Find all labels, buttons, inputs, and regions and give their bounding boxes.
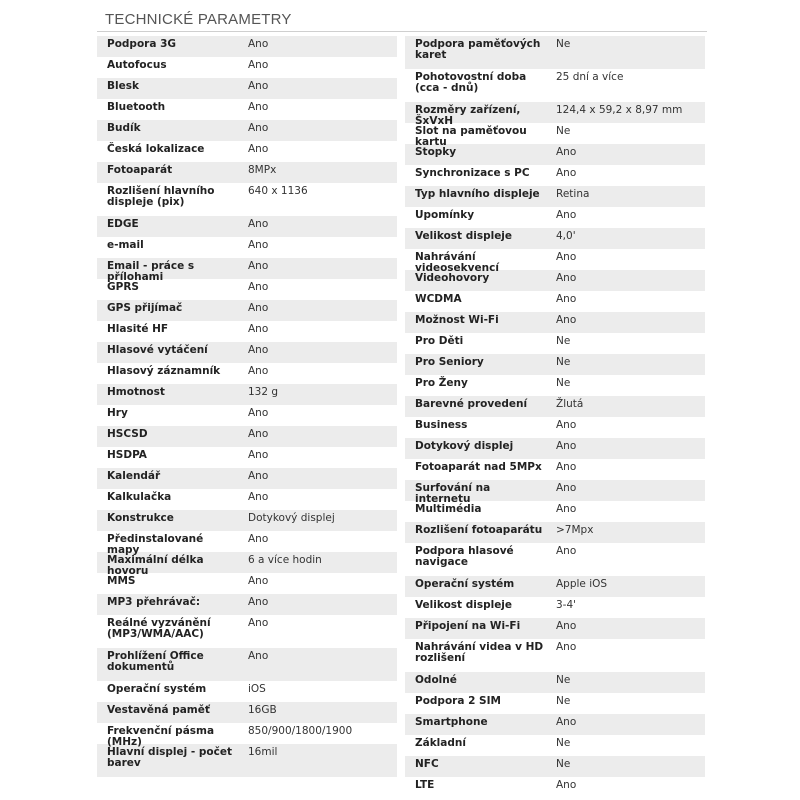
spec-label: Hlavní displej - počet barev <box>107 746 233 769</box>
spec-value: Ano <box>556 272 577 284</box>
spec-label: NFC <box>415 758 439 770</box>
spec-row <box>405 597 705 618</box>
spec-row <box>97 531 397 556</box>
spec-value: Ano <box>248 143 269 155</box>
spec-row <box>97 744 397 777</box>
spec-row <box>97 363 397 384</box>
spec-row <box>97 57 397 78</box>
spec-label: Kalendář <box>107 470 161 482</box>
spec-value: Ano <box>248 344 269 356</box>
spec-label: Business <box>415 419 468 431</box>
spec-label: Multimédia <box>415 503 482 515</box>
spec-row <box>97 342 397 363</box>
spec-row <box>97 300 397 321</box>
spec-row <box>405 618 705 639</box>
spec-table-left <box>97 36 397 777</box>
spec-value: Ano <box>556 293 577 305</box>
spec-value: >7Mpx <box>556 524 594 536</box>
spec-value: Ano <box>248 365 269 377</box>
spec-label: MMS <box>107 575 136 587</box>
spec-row <box>97 237 397 258</box>
spec-row <box>97 648 397 681</box>
spec-value: 16GB <box>248 704 277 716</box>
spec-value: 8MPx <box>248 164 277 176</box>
spec-label: Odolné <box>415 674 457 686</box>
spec-row <box>97 162 397 183</box>
title-divider <box>97 31 707 32</box>
spec-row <box>405 417 705 438</box>
spec-row <box>97 120 397 141</box>
spec-value: Ne <box>556 377 571 389</box>
spec-row <box>405 639 705 672</box>
spec-row <box>97 78 397 99</box>
spec-row <box>405 375 705 396</box>
spec-value: 6 a více hodin <box>248 554 322 566</box>
spec-label: Pro Děti <box>415 335 464 347</box>
spec-value: 16mil <box>248 746 278 758</box>
spec-label: Pro Seniory <box>415 356 484 368</box>
spec-row <box>405 522 705 543</box>
spec-label: Fotoaparát <box>107 164 173 176</box>
spec-row <box>405 576 705 597</box>
spec-label: MP3 přehrávač: <box>107 596 201 608</box>
spec-value: Ano <box>248 428 269 440</box>
spec-value: Ano <box>556 482 577 494</box>
spec-row <box>405 459 705 480</box>
spec-value: Ano <box>248 650 269 662</box>
spec-row <box>97 573 397 594</box>
spec-value: 4,0' <box>556 230 576 242</box>
spec-label: Operační systém <box>415 578 515 590</box>
spec-label: Hlasité HF <box>107 323 169 335</box>
spec-row <box>405 312 705 333</box>
spec-value: Ano <box>248 449 269 461</box>
spec-row <box>405 249 705 274</box>
spec-row <box>405 438 705 459</box>
spec-label: Vestavěná paměť <box>107 704 210 716</box>
spec-label: Upomínky <box>415 209 475 221</box>
spec-label: HSDPA <box>107 449 147 461</box>
spec-label: Nahrávání videa v HD rozlišení <box>415 641 544 664</box>
spec-row <box>405 123 705 148</box>
spec-value: 850/900/1800/1900 <box>248 725 353 737</box>
spec-label: Velikost displeje <box>415 599 513 611</box>
spec-row <box>405 102 705 127</box>
spec-value: Ne <box>556 758 571 770</box>
spec-table-right <box>405 36 705 798</box>
spec-value: Ano <box>556 251 577 263</box>
spec-value: Ano <box>248 470 269 482</box>
spec-label: Typ hlavního displeje <box>415 188 540 200</box>
spec-label: EDGE <box>107 218 139 230</box>
spec-label: Synchronizace s PC <box>415 167 530 179</box>
spec-value: Ano <box>556 620 577 632</box>
spec-label: Budík <box>107 122 141 134</box>
spec-row <box>405 501 705 522</box>
spec-label: Stopky <box>415 146 457 158</box>
spec-value: Ano <box>248 491 269 503</box>
spec-value: Ano <box>556 440 577 452</box>
spec-label: Pro Ženy <box>415 377 468 389</box>
spec-value: Ano <box>248 575 269 587</box>
spec-label: Konstrukce <box>107 512 174 524</box>
spec-row <box>405 144 705 165</box>
spec-label: Možnost Wi-Fi <box>415 314 499 326</box>
spec-value: Ano <box>556 545 577 557</box>
spec-row <box>97 321 397 342</box>
spec-label: Smartphone <box>415 716 488 728</box>
spec-row <box>97 36 397 57</box>
spec-value: Ano <box>248 407 269 419</box>
spec-label: HSCSD <box>107 428 148 440</box>
spec-row <box>97 141 397 162</box>
spec-value: Ano <box>556 461 577 473</box>
spec-label: e-mail <box>107 239 144 251</box>
spec-value: Ano <box>556 146 577 158</box>
spec-row <box>97 723 397 748</box>
spec-label: Frekvenční pásma (MHz) <box>107 725 215 748</box>
spec-row <box>97 279 397 300</box>
spec-label: Předinstalované mapy <box>107 533 204 556</box>
spec-row <box>97 258 397 283</box>
spec-value: Ano <box>248 533 269 545</box>
spec-row <box>97 681 397 702</box>
spec-value: 25 dní a více <box>556 71 624 83</box>
spec-label: Pohotovostní doba (cca - dnů) <box>415 71 527 94</box>
spec-label: GPRS <box>107 281 139 293</box>
spec-value: Ano <box>248 260 269 272</box>
spec-label: Barevné provedení <box>415 398 528 410</box>
spec-value: Ano <box>248 302 269 314</box>
spec-value: Ano <box>556 419 577 431</box>
spec-value: Ano <box>248 80 269 92</box>
spec-label: Prohlížení Office dokumentů <box>107 650 204 673</box>
spec-value: Dotykový displej <box>248 512 335 524</box>
spec-label: Česká lokalizace <box>107 143 205 155</box>
spec-label: Surfování na internetu <box>415 482 491 505</box>
spec-value: Ano <box>556 641 577 653</box>
spec-row <box>405 291 705 312</box>
spec-label: Hlasové vytáčení <box>107 344 208 356</box>
spec-label: Podpora 2 SIM <box>415 695 501 707</box>
spec-label: Podpora 3G <box>107 38 176 50</box>
spec-row <box>405 228 705 249</box>
spec-row <box>97 216 397 237</box>
spec-row <box>405 165 705 186</box>
spec-label: Operační systém <box>107 683 207 695</box>
spec-value: 3-4' <box>556 599 577 611</box>
spec-label: Kalkulačka <box>107 491 172 503</box>
spec-value: Ano <box>248 38 269 50</box>
spec-value: Ne <box>556 356 571 368</box>
spec-value: iOS <box>248 683 266 695</box>
section-title: TECHNICKÉ PARAMETRY <box>105 11 292 28</box>
spec-value: Ne <box>556 335 571 347</box>
spec-label: Blesk <box>107 80 139 92</box>
spec-row <box>97 594 397 615</box>
spec-label: Hry <box>107 407 128 419</box>
spec-label: Podpora paměťových karet <box>415 38 541 61</box>
spec-label: Připojení na Wi-Fi <box>415 620 521 632</box>
spec-label: Podpora hlasové navigace <box>415 545 514 568</box>
spec-label: Email - práce s přílohami <box>107 260 195 283</box>
spec-row <box>97 99 397 120</box>
spec-row <box>97 552 397 577</box>
spec-row <box>97 405 397 426</box>
spec-row <box>405 543 705 576</box>
spec-row <box>405 36 705 69</box>
spec-row <box>405 396 705 417</box>
spec-label: Maximální délka hovoru <box>107 554 204 577</box>
spec-row <box>97 468 397 489</box>
spec-row <box>97 183 397 216</box>
spec-value: Ne <box>556 695 571 707</box>
spec-label: LTE <box>415 779 435 791</box>
spec-value: Ano <box>248 281 269 293</box>
spec-value: Ne <box>556 38 571 50</box>
spec-value: Ne <box>556 674 571 686</box>
spec-value: Ano <box>556 167 577 179</box>
spec-label: Nahrávání videosekvencí <box>415 251 499 274</box>
spec-label: Hmotnost <box>107 386 165 398</box>
spec-row <box>97 426 397 447</box>
spec-value: Ano <box>248 323 269 335</box>
spec-row <box>97 615 397 648</box>
spec-row <box>405 714 705 735</box>
spec-value: Ano <box>248 617 269 629</box>
spec-value: Ne <box>556 737 571 749</box>
spec-row <box>97 702 397 723</box>
spec-label: Bluetooth <box>107 101 166 113</box>
spec-value: Ano <box>556 716 577 728</box>
spec-value: Ano <box>556 503 577 515</box>
spec-value: 124,4 x 59,2 x 8,97 mm <box>556 104 683 116</box>
spec-row <box>405 756 705 777</box>
spec-label: Slot na paměťovou kartu <box>415 125 527 148</box>
spec-label: Velikost displeje <box>415 230 513 242</box>
spec-value: Ano <box>248 101 269 113</box>
spec-row <box>97 447 397 468</box>
spec-label: Rozměry zařízení, ŠxVxH <box>415 104 521 127</box>
spec-row <box>97 489 397 510</box>
spec-row <box>405 186 705 207</box>
spec-value: Retina <box>556 188 590 200</box>
spec-value: Ano <box>248 596 269 608</box>
spec-label: WCDMA <box>415 293 462 305</box>
spec-value: Ano <box>556 779 577 791</box>
spec-label: Reálné vyzvánění (MP3/WMA/AAC) <box>107 617 211 640</box>
spec-row <box>405 777 705 798</box>
spec-label: Základní <box>415 737 466 749</box>
spec-value: Ano <box>556 209 577 221</box>
spec-value: 640 x 1136 <box>248 185 308 197</box>
spec-label: GPS přijímač <box>107 302 183 314</box>
spec-label: Fotoaparát nad 5MPx <box>415 461 542 473</box>
spec-value: 132 g <box>248 386 279 398</box>
spec-row <box>97 384 397 405</box>
spec-row <box>405 354 705 375</box>
spec-label: Autofocus <box>107 59 167 71</box>
spec-row <box>405 693 705 714</box>
spec-row <box>405 672 705 693</box>
spec-label: Videohovory <box>415 272 490 284</box>
spec-label: Rozlišení hlavního displeje (pix) <box>107 185 215 208</box>
spec-value: Ano <box>248 122 269 134</box>
spec-value: Apple iOS <box>556 578 608 590</box>
spec-row <box>97 510 397 531</box>
spec-row <box>405 69 705 102</box>
spec-row <box>405 333 705 354</box>
spec-value: Ano <box>248 218 269 230</box>
spec-row <box>405 480 705 505</box>
spec-label: Hlasový záznamník <box>107 365 221 377</box>
spec-value: Ano <box>248 239 269 251</box>
spec-label: Dotykový displej <box>415 440 514 452</box>
spec-value: Ne <box>556 125 571 137</box>
spec-label: Rozlišení fotoaparátu <box>415 524 543 536</box>
spec-value: Ano <box>248 59 269 71</box>
spec-value: Žlutá <box>556 398 584 410</box>
spec-row <box>405 270 705 291</box>
spec-row <box>405 207 705 228</box>
spec-row <box>405 735 705 756</box>
spec-value: Ano <box>556 314 577 326</box>
